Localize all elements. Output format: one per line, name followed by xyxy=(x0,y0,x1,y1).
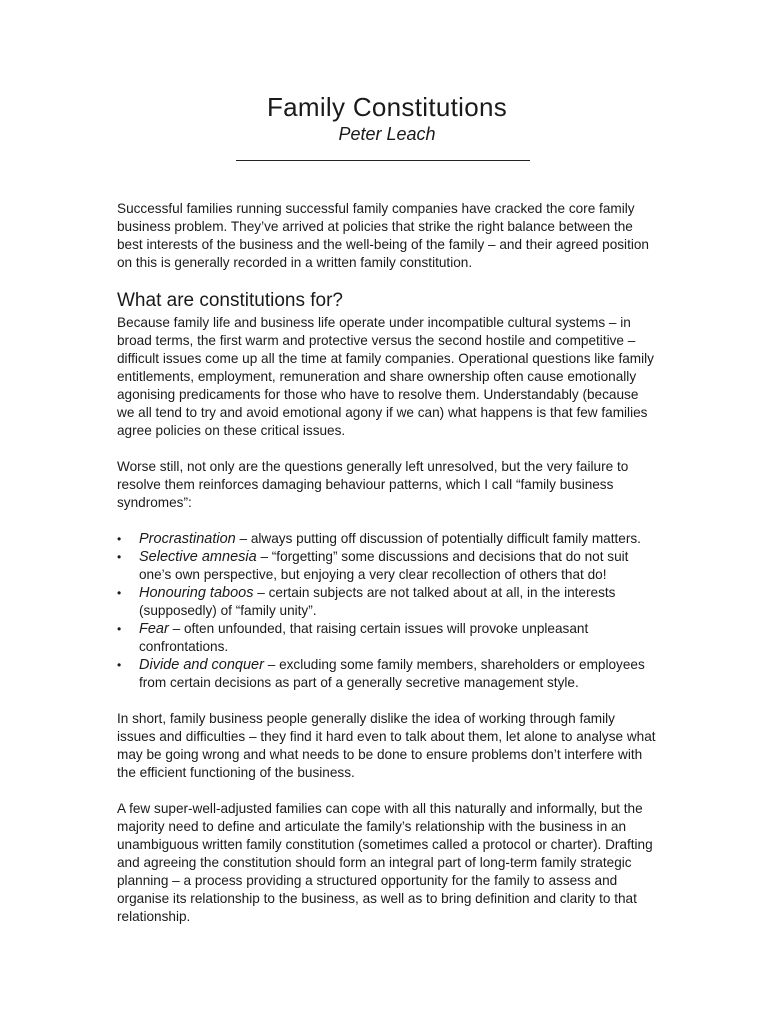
body-paragraph-3: In short, family business people generally dislike the idea of working through family issues and difficulties – they find it hard even to talk about them, let alone to analyse what may be going wrong and what needs to be done to ensure problems don’t interfere with the efficient functioning of the business. xyxy=(117,711,656,780)
body-paragraph-1: Because family life and business life operate under incompatible cultural systems – in broad terms, the first warm and protective versus the second hostile and competitive – difficult issues come up all the time at family companies. Operational questions like family entitlements, employment, remuneration and share ownership often cause emotionally agonising predicaments for those who have to resolve them. Understandably (because we all tend to try and avoid emotional agony if we can) what happens is that few families agree policies on these critical issues. xyxy=(117,315,654,438)
list-item xyxy=(117,548,657,584)
syndrome-term: Fear xyxy=(139,621,169,637)
bullet-icon: • xyxy=(117,622,122,636)
syndromes-list xyxy=(117,530,657,692)
intro-paragraph: Successful families running successful family companies have cracked the core family business problem. They’ve arrived at policies that strike the right balance between the best interests of the business and the well-being of the family – and their agreed position on this is generally recorded in a written family constitution. xyxy=(117,201,649,270)
syndrome-term: Procrastination xyxy=(139,531,236,547)
bullet-icon: • xyxy=(117,532,122,546)
syndrome-term: Divide and conquer xyxy=(139,657,264,673)
document-title: Family Constitutions xyxy=(266,92,508,122)
list-item xyxy=(117,584,657,620)
bullet-icon: • xyxy=(117,658,122,672)
list-item xyxy=(117,530,657,548)
bullet-icon: • xyxy=(117,550,122,564)
syndrome-description: – “forgetting” some discussions and decisions that do not suit one’s own perspective, but enjoying a very clear recollection of others that do! xyxy=(139,549,629,582)
syndrome-description: – always putting off discussion of potentially difficult family matters. xyxy=(235,531,641,546)
title-divider xyxy=(236,160,530,161)
syndrome-term: Honouring taboos xyxy=(139,585,254,601)
bullet-icon: • xyxy=(117,586,122,600)
body-paragraph-2: Worse still, not only are the questions generally left unresolved, but the very failure to resolve them reinforces damaging behaviour patterns, which I call “family business syndromes”: xyxy=(117,459,629,510)
document-author: Peter Leach xyxy=(338,124,436,144)
document-body xyxy=(117,200,657,944)
list-item xyxy=(117,656,657,692)
syndrome-description: – often unfounded, that raising certain issues will provoke unpleasant confrontations. xyxy=(139,621,589,654)
body-paragraph-4: A few super-well-adjusted families can cope with all this naturally and informally, but the majority need to define and articulate the family’s relationship with the business in an unambiguous written family constitution (sometimes called a protocol or charter). Drafting and agreeing the constitution should form an integral part of long-term family strategic planning – a process providing a structured opportunity for the family to assess and organise its relationship to the business, as well as to bring definition and clarity to that relationship. xyxy=(117,801,653,924)
syndrome-description: – excluding some family members, shareholders or employees from certain decisions as part of a generally secretive management style. xyxy=(139,657,645,690)
syndrome-description: – certain subjects are not talked about at all, in the interests (supposedly) of “family unity”. xyxy=(139,585,616,618)
list-item xyxy=(117,620,657,656)
syndrome-term: Selective amnesia xyxy=(139,549,257,565)
section-heading: What are constitutions for? xyxy=(117,290,343,311)
